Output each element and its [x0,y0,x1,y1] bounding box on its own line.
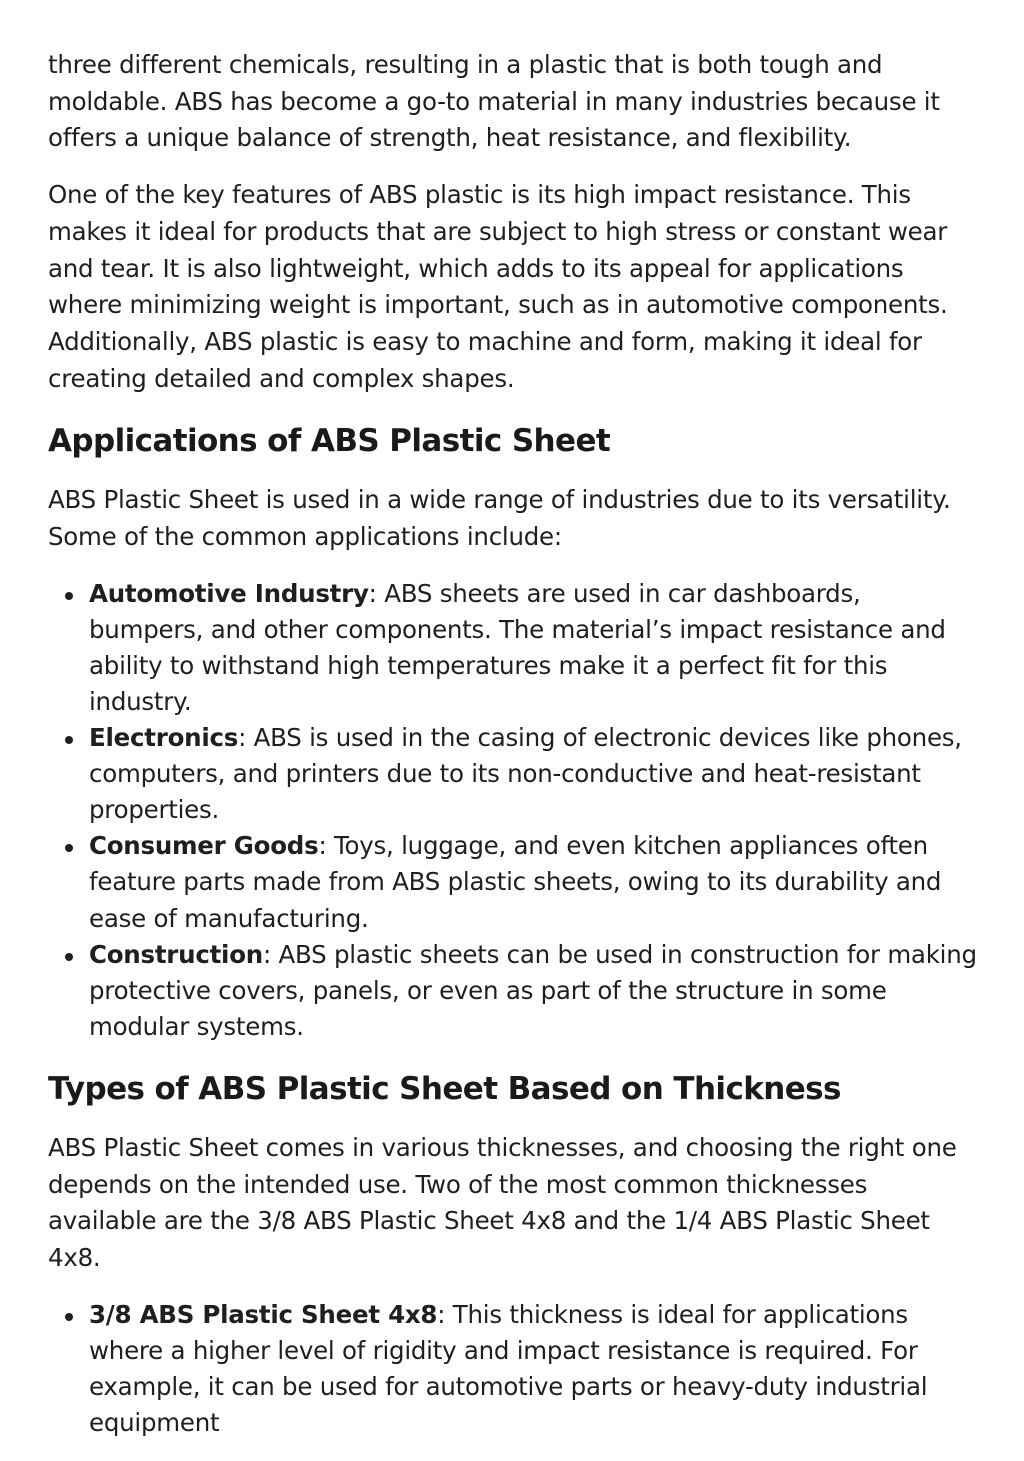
list-item-text: : ABS is used in the casing of electronic devices like phones, computers, and printers due to its non-conductive and heat-resistant properties. [89,723,962,825]
intro-paragraph-1: three different chemicals, resulting in a plastic that is both tough and moldable. ABS has become a go-to material in many industries because it offers a unique balance of strength, heat resistance, and flexibility. [48,50,940,153]
list-item-term: Consumer Goods [89,831,319,861]
applications-heading: Applications of ABS Plastic Sheet [48,423,611,460]
list-item-term: Construction [89,939,263,969]
list-item-term: Electronics [89,723,239,753]
bullet-icon [65,1313,73,1321]
list-item-electronics [89,720,978,828]
article-body [48,47,978,1461]
list-item-construction [89,937,978,1045]
bullet-icon [65,953,73,961]
intro-paragraph-2: One of the key features of ABS plastic is its high impact resistance. This makes it ideal for products that are subject to high stress or constant wear and tear. It is also lightweight, which adds to its appeal for applications where minimizing weight is important, such as in automotive components. Additionally, ABS plastic is easy to machine and form, making it ideal for creating detailed and complex shapes. [48,180,948,393]
bullet-icon [65,736,73,744]
list-item-term: 3/8 ABS Plastic Sheet 4x8 [89,1299,438,1329]
list-item-text: : This thickness is ideal for applications where a higher level of rigidity and impact resistance is required. For example, it can be used for automotive parts or heavy-duty industrial equipment [89,1299,928,1438]
bullet-icon [65,592,73,600]
bullet-icon [65,844,73,852]
applications-intro: ABS Plastic Sheet is used in a wide range of industries due to its versatility. Some of the common applications include: [48,485,951,552]
list-item-text: : ABS plastic sheets can be used in construction for making protective covers, panels, or even as part of the structure in some modular systems. [89,939,977,1041]
applications-list [48,576,978,1045]
thickness-intro: ABS Plastic Sheet comes in various thicknesses, and choosing the right one depends on the intended use. Two of the most common thicknesses available are the 3/8 ABS Plastic Sheet 4x8 and the 1/4 ABS Plastic Sheet 4x8. [48,1132,957,1273]
thickness-list [48,1297,978,1441]
thickness-heading: Types of ABS Plastic Sheet Based on Thickness [48,1070,841,1107]
list-item-consumer-goods [89,828,978,936]
list-item-3-8-sheet [89,1297,978,1441]
list-item-term: Automotive Industry [89,578,369,608]
list-item-text: : Toys, luggage, and even kitchen appliances often feature parts made from ABS plastic sheets, owing to its durability and ease of manufacturing. [89,831,942,933]
list-item-text: : ABS sheets are used in car dashboards, bumpers, and other components. The material’s impact resistance and ability to withstand high temperatures make it a perfect fit for this industry. [89,578,946,717]
list-item-automotive [89,576,978,720]
